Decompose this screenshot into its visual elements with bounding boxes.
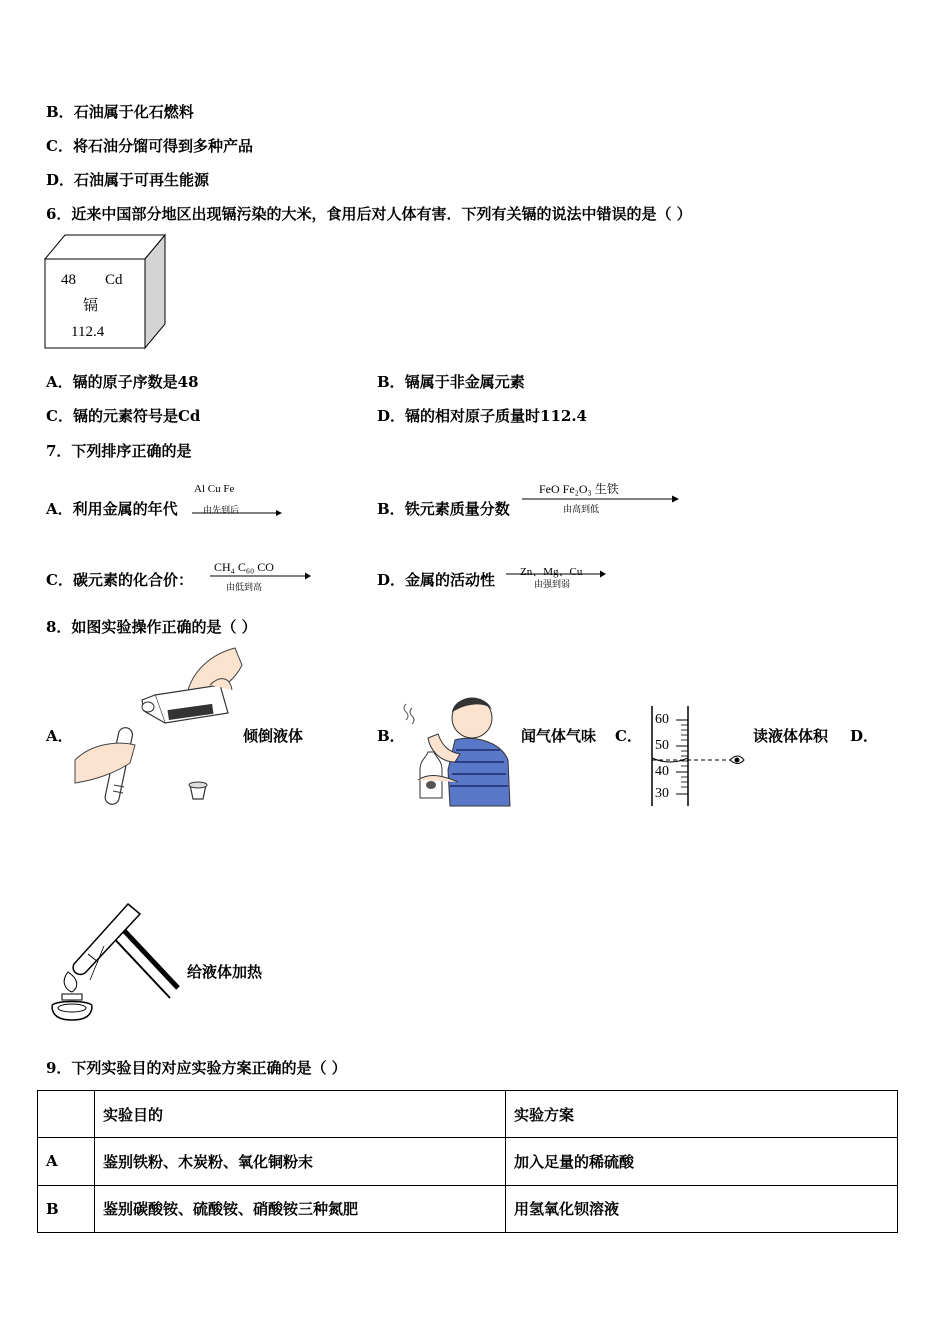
q7d-arrow-below: 由强到弱: [534, 580, 571, 590]
q5-option-c: [46, 137, 253, 155]
option-text: 石油属于化石燃料: [73, 103, 194, 121]
option-text: 利用金属的年代: [72, 500, 178, 518]
cylinder-tick-40: 40: [655, 764, 669, 779]
q7c-arrow-below: 由低到高: [226, 583, 263, 593]
q9-table: [37, 1090, 898, 1233]
table-cell: A: [38, 1138, 95, 1185]
option-key: B．: [46, 103, 74, 121]
table-cell: 用氢氧化钡溶液: [506, 1185, 898, 1232]
option-key: B．: [377, 500, 405, 518]
option-key: D．: [377, 407, 406, 425]
q7-option-b: [377, 500, 510, 518]
q7-option-a: [46, 500, 178, 518]
q7-stem: 7．下列排序正确的是: [46, 442, 192, 460]
table-row: [38, 1138, 898, 1185]
cylinder-tick-30: 30: [655, 786, 669, 801]
option-key: D．: [377, 571, 406, 589]
pouring-liquid-illustration: [70, 645, 245, 810]
q7c-arrow-above: CH₄ C₆₀ CO: [214, 560, 274, 574]
q8-option-a-label: 倾倒液体: [243, 727, 304, 745]
q8-option-d-label: 给液体加热: [187, 963, 263, 981]
header-cell: [38, 1091, 95, 1138]
option-text: 镉的原子序数是48: [72, 373, 199, 391]
heating-liquid-illustration: [48, 902, 183, 1024]
option-key: D．: [46, 171, 75, 189]
option-key: C．: [46, 407, 73, 425]
q9-stem: 9．下列实验目的对应实验方案正确的是（ ）: [46, 1059, 347, 1077]
header-cell: 实验方案: [506, 1091, 898, 1138]
q6-stem: 6．近来中国部分地区出现镉污染的大米，食用后对人体有害．下列有关镉的说法中错误的是（ ）: [46, 205, 692, 223]
q7-option-c: [46, 571, 193, 589]
q8-option-c-label: 读液体体积: [753, 727, 829, 745]
cylinder-tick-50: 50: [655, 738, 669, 753]
option-key: A．: [46, 500, 73, 518]
option-text: 铁元素质量分数: [404, 500, 510, 518]
option-text: 金属的活动性: [405, 571, 496, 589]
table-cell: 加入足量的稀硫酸: [506, 1138, 898, 1185]
q6-option-d: [377, 407, 587, 425]
q7a-arrow-below: 由先到后: [203, 506, 240, 516]
q8-option-b-label: 闻气体气味: [521, 727, 597, 745]
q8-option-c-key: C．: [615, 727, 642, 745]
smelling-gas-illustration: [400, 690, 515, 808]
q7-option-d: [377, 571, 495, 589]
q7d-arrow-above: Zn、Mg、Cu: [520, 566, 583, 578]
element-name: 镉: [83, 298, 99, 314]
q8-option-a-key: A．: [46, 727, 73, 745]
element-number: 48: [61, 272, 76, 288]
option-text: 镉的元素符号是Cd: [72, 407, 201, 425]
q6-option-c: [46, 407, 200, 425]
element-symbol: Cd: [105, 272, 123, 288]
cylinder-tick-60: 60: [655, 712, 669, 727]
option-key: C．: [46, 571, 73, 589]
q7b-arrow: [522, 494, 680, 504]
element-card-box: [45, 235, 167, 350]
table-header-row: [38, 1091, 898, 1138]
option-text: 镉的相对原子质量时112.4: [405, 407, 587, 425]
header-cell: 实验目的: [95, 1091, 506, 1138]
element-card: [45, 235, 167, 350]
q7b-arrow-below: 由高到低: [563, 505, 600, 515]
q8-stem: 8．如图实验操作正确的是（ ）: [46, 618, 257, 636]
table-cell: 鉴别铁粉、木炭粉、氧化铜粉末: [95, 1138, 506, 1185]
option-text: 镉属于非金属元素: [404, 373, 525, 391]
table-cell: 鉴别碳酸铵、硫酸铵、硝酸铵三种氮肥: [95, 1185, 506, 1232]
q6-option-a: [46, 373, 199, 391]
q5-option-d: [46, 171, 209, 189]
q8-option-d-key: D．: [850, 727, 879, 745]
option-text: 碳元素的化合价：: [72, 571, 193, 589]
table-cell: B: [38, 1185, 95, 1232]
q7a-arrow-above: Al Cu Fe: [194, 483, 235, 495]
option-text: 石油属于可再生能源: [74, 171, 210, 189]
q5-option-b: [46, 103, 194, 121]
option-key: B．: [377, 373, 405, 391]
table-row: [38, 1185, 898, 1232]
q6-option-b: [377, 373, 525, 391]
option-key: A．: [46, 373, 73, 391]
q8-option-b-key: B．: [377, 727, 405, 745]
option-key: C．: [46, 137, 73, 155]
element-mass: 112.4: [71, 324, 105, 340]
q7b-arrow-above: FeO Fe₂O₃ 生铁: [539, 482, 619, 496]
option-text: 将石油分馏可得到多种产品: [72, 137, 253, 155]
